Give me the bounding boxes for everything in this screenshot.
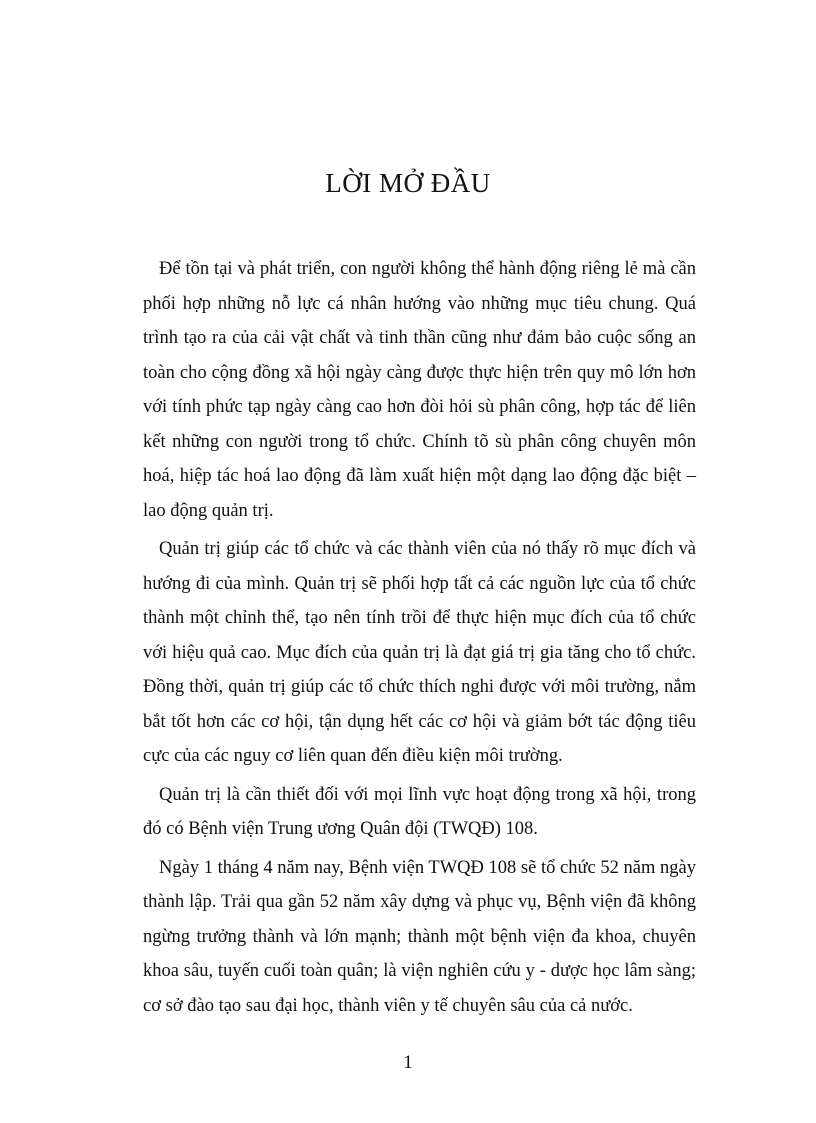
page-number: 1 (403, 1052, 413, 1073)
paragraph-3: Quản trị là cần thiết đối với mọi lĩnh vực hoạt động trong xã hội, trong đó có Bệnh viện Trung ương Quân đội (TWQĐ) 108. (143, 784, 696, 839)
paragraph-4: Ngày 1 tháng 4 năm nay, Bệnh viện TWQĐ 108 sẽ tổ chức 52 năm ngày thành lập. Trải qua gần 52 năm xây dựng và phục vụ, Bệnh viện đã không ngừng trưởng thành và lớn mạnh; thành một bệnh viện đa khoa, chuyên khoa sâu, tuyến cuối toàn quân; là viện nghiên cứu y - dược học lâm sàng; cơ sở đào tạo sau đại học, thành viên y tế chuyên sâu của cả nước. (143, 857, 696, 1016)
document-body (143, 252, 696, 1027)
paragraph-1: Để tồn tại và phát triển, con người không thể hành động riêng lẻ mà cần phối hợp những nỗ lực cá nhân hướng vào những mục tiêu chung. Quá trình tạo ra của cải vật chất và tinh thần cũng như đảm bảo cuộc sống an toàn cho cộng đồng xã hội ngày càng được thực hiện trên quy mô lớn hơn với tính phức tạp ngày càng cao hơn đòi hỏi sù phân công, hợp tác để liên kết những con người trong tổ chức. Chính tõ sù phân công chuyên môn hoá, hiệp tác hoá lao động đã làm xuất hiện một dạng lao động đặc biệt – lao động quản trị. (143, 259, 696, 521)
paragraph-2: Quản trị giúp các tổ chức và các thành viên của nó thấy rõ mục đích và hướng đi của mình. Quản trị sẽ phối hợp tất cả các nguồn lực của tổ chức thành một chỉnh thể, tạo nên tính trồi để thực hiện mục đích của tổ chức với hiệu quả cao. Mục đích của quản trị là đạt giá trị gia tăng cho tổ chức. Đồng thời, quản trị giúp các tổ chức thích nghi được với môi trường, nắm bắt tốt hơn các cơ hội, tận dụng hết các cơ hội và giảm bớt tác động tiêu cực của các nguy cơ liên quan đến điều kiện môi trường. (143, 539, 696, 766)
page-title: LỜI MỞ ĐẦU (325, 168, 491, 199)
